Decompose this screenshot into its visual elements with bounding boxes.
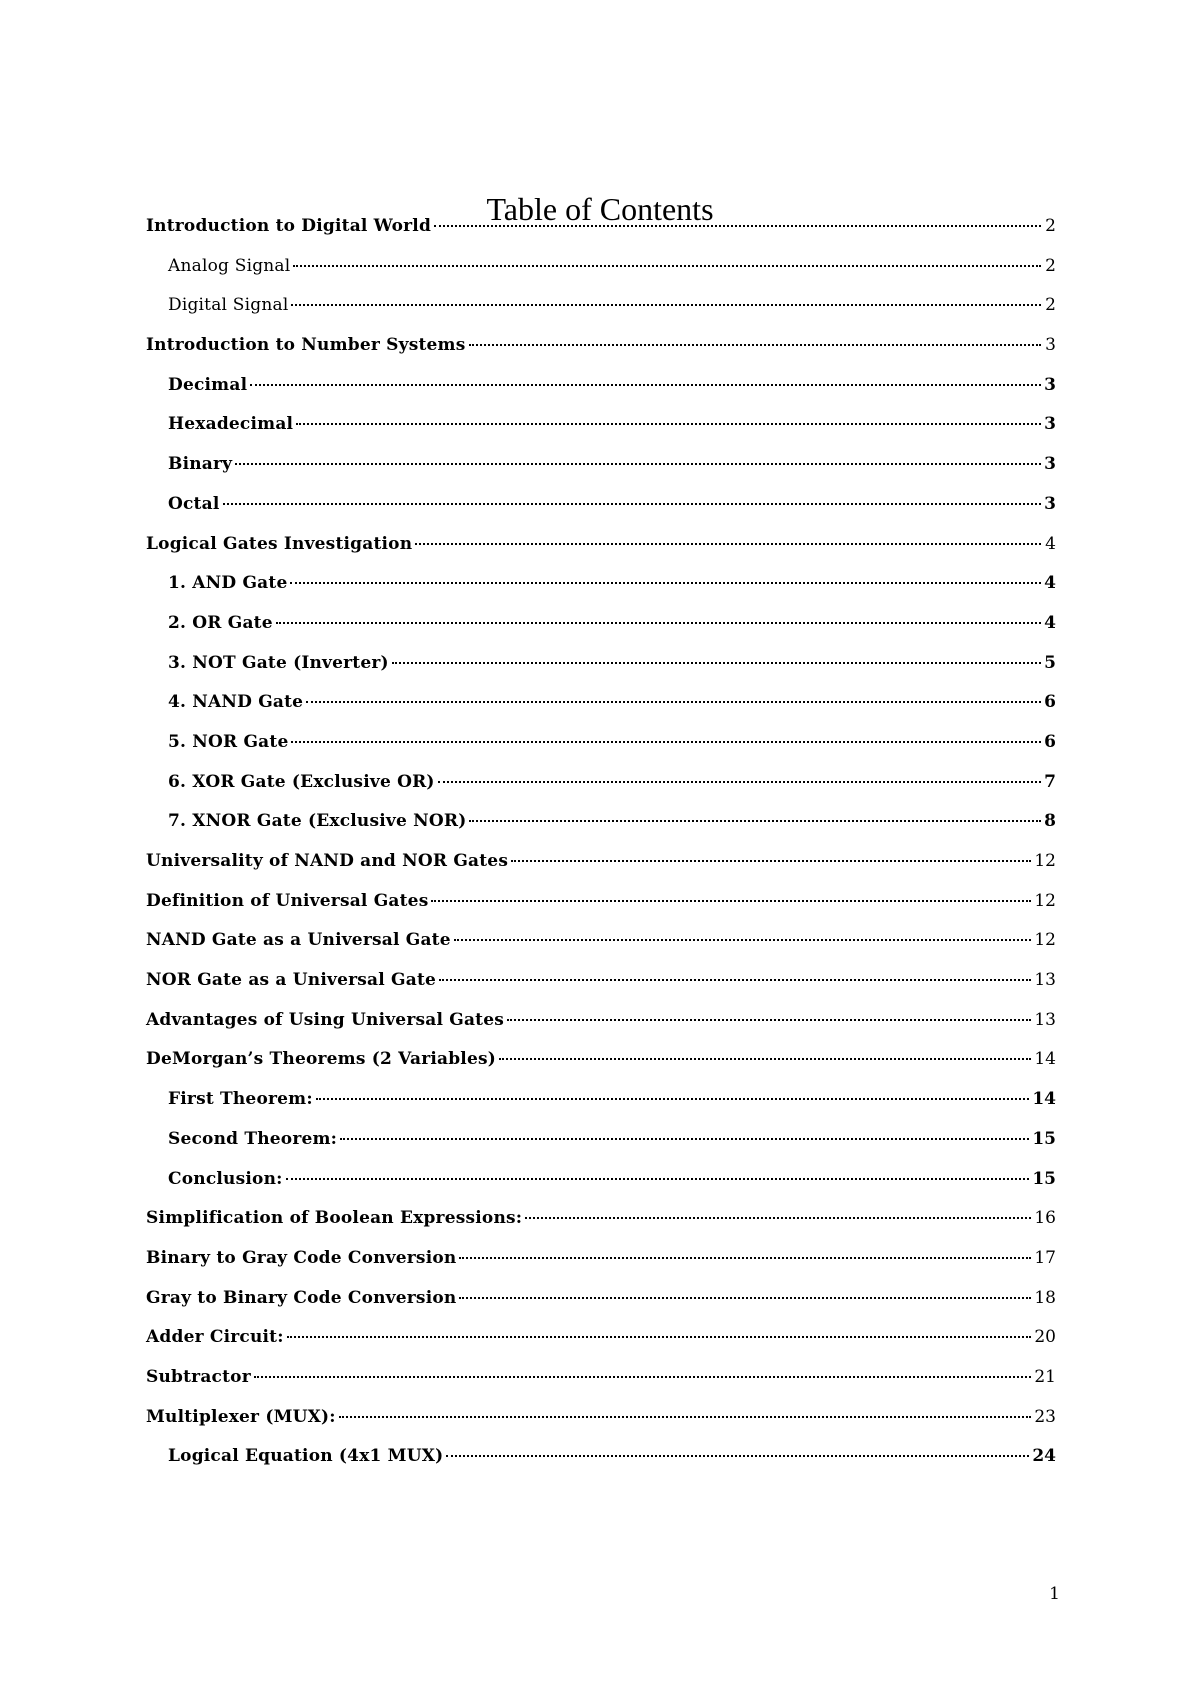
dot-leader bbox=[525, 1217, 1031, 1219]
toc-entry-page-number: 12 bbox=[1034, 890, 1056, 911]
toc-entry-subheading[interactable] bbox=[146, 448, 1056, 488]
table-of-contents bbox=[146, 210, 1056, 1480]
toc-entry-page-number: 17 bbox=[1034, 1247, 1056, 1268]
toc-entry-subheading[interactable] bbox=[146, 369, 1056, 409]
toc-entry-subheading[interactable] bbox=[146, 1440, 1056, 1480]
toc-entry-subheading[interactable] bbox=[146, 408, 1056, 448]
page-number: 1 bbox=[1049, 1584, 1060, 1604]
toc-entry-page-number: 5 bbox=[1044, 652, 1056, 673]
toc-entry-page-number: 3 bbox=[1044, 454, 1056, 475]
toc-entry-page-number: 3 bbox=[1044, 374, 1056, 395]
toc-entry-page-number: 2 bbox=[1045, 216, 1056, 236]
dot-leader bbox=[306, 701, 1041, 703]
toc-entry-heading[interactable] bbox=[146, 528, 1056, 568]
toc-entry-page-number: 15 bbox=[1032, 1128, 1056, 1149]
toc-entry-page-number: 6 bbox=[1044, 692, 1056, 713]
toc-entry-title: Hexadecimal bbox=[168, 414, 294, 435]
toc-entry-page-number: 20 bbox=[1034, 1327, 1056, 1348]
toc-entry-page-number: 6 bbox=[1044, 731, 1056, 752]
toc-entry-title: Advantages of Using Universal Gates bbox=[146, 1009, 505, 1030]
dot-leader bbox=[340, 1138, 1029, 1140]
toc-entry-page-number: 21 bbox=[1034, 1366, 1056, 1387]
toc-entry-title: Digital Signal bbox=[168, 295, 289, 316]
dot-leader bbox=[276, 622, 1041, 624]
toc-entry-heading[interactable] bbox=[146, 1282, 1056, 1322]
toc-entry-title: Binary to Gray Code Conversion bbox=[146, 1247, 457, 1268]
dot-leader bbox=[254, 1376, 1032, 1378]
dot-leader bbox=[507, 1019, 1031, 1021]
dot-leader bbox=[446, 1455, 1029, 1457]
toc-entry-heading[interactable] bbox=[146, 1004, 1056, 1044]
dot-leader bbox=[339, 1416, 1032, 1418]
toc-entry-page-number: 18 bbox=[1034, 1287, 1056, 1308]
toc-entry-subheading[interactable] bbox=[146, 567, 1056, 607]
toc-entry-heading[interactable] bbox=[146, 329, 1056, 369]
toc-entry-title: 5. NOR Gate bbox=[168, 731, 289, 752]
toc-entry-page-number: 7 bbox=[1044, 771, 1056, 792]
dot-leader bbox=[235, 463, 1041, 465]
toc-entry-page-number: 3 bbox=[1044, 414, 1056, 435]
dot-leader bbox=[250, 384, 1041, 386]
toc-entry-title: Definition of Universal Gates bbox=[146, 890, 429, 911]
toc-entry-title: 2. OR Gate bbox=[168, 612, 273, 633]
toc-entry-heading[interactable] bbox=[146, 1321, 1056, 1361]
dot-leader bbox=[511, 860, 1031, 862]
toc-entry-title: First Theorem: bbox=[168, 1089, 313, 1110]
toc-entry-subheading[interactable] bbox=[146, 726, 1056, 766]
dot-leader bbox=[438, 781, 1041, 783]
toc-entry-page-number: 8 bbox=[1044, 811, 1056, 832]
dot-leader bbox=[459, 1257, 1031, 1259]
toc-entry-title: Octal bbox=[168, 493, 220, 514]
toc-entry-page-number: 3 bbox=[1044, 493, 1056, 514]
toc-entry-page-number: 4 bbox=[1044, 612, 1056, 633]
toc-entry-title: Second Theorem: bbox=[168, 1128, 338, 1149]
dot-leader bbox=[392, 662, 1041, 664]
toc-entry-title: Introduction to Digital World bbox=[146, 216, 432, 236]
toc-entry-title: NAND Gate as a Universal Gate bbox=[146, 930, 451, 951]
toc-entry-page-number: 12 bbox=[1034, 851, 1056, 871]
dot-leader bbox=[434, 225, 1041, 227]
dot-leader bbox=[291, 304, 1041, 306]
toc-entry-title: Logical Equation (4x1 MUX) bbox=[168, 1446, 444, 1467]
dot-leader bbox=[290, 582, 1041, 584]
toc-entry-page-number: 13 bbox=[1034, 1009, 1056, 1030]
toc-entry-subheading[interactable] bbox=[146, 686, 1056, 726]
toc-entry-title: 4. NAND Gate bbox=[168, 692, 304, 713]
toc-entry-page-number: 23 bbox=[1034, 1406, 1056, 1427]
toc-entry-subheading[interactable] bbox=[146, 607, 1056, 647]
toc-entry-heading[interactable] bbox=[146, 1361, 1056, 1401]
dot-leader bbox=[415, 543, 1041, 545]
dot-leader bbox=[291, 741, 1041, 743]
toc-entry-page-number: 16 bbox=[1034, 1208, 1056, 1229]
toc-entry-title: Introduction to Number Systems bbox=[146, 335, 466, 356]
toc-entry-page-number: 24 bbox=[1032, 1446, 1056, 1467]
toc-entry-subheading[interactable] bbox=[146, 1083, 1056, 1123]
dot-leader bbox=[469, 344, 1041, 346]
dot-leader bbox=[286, 1178, 1030, 1180]
toc-entry-page-number: 14 bbox=[1032, 1089, 1056, 1110]
dot-leader bbox=[439, 979, 1031, 981]
toc-entry-title: Gray to Binary Code Conversion bbox=[146, 1287, 457, 1308]
toc-entry-title: Multiplexer (MUX): bbox=[146, 1406, 336, 1427]
toc-entry-heading[interactable] bbox=[146, 1043, 1056, 1083]
toc-entry-subheading[interactable] bbox=[146, 488, 1056, 528]
toc-entry-page-number: 4 bbox=[1045, 533, 1056, 554]
dot-leader bbox=[459, 1297, 1031, 1299]
toc-entry-page-number: 14 bbox=[1034, 1049, 1056, 1070]
toc-entry-title: Adder Circuit: bbox=[146, 1327, 284, 1348]
toc-entry-page-number: 2 bbox=[1045, 255, 1056, 276]
toc-entry-heading[interactable] bbox=[146, 1242, 1056, 1282]
dot-leader bbox=[223, 503, 1042, 505]
toc-entry-title: Decimal bbox=[168, 374, 248, 395]
toc-entry-page-number: 15 bbox=[1032, 1168, 1056, 1189]
dot-leader bbox=[454, 939, 1032, 941]
dot-leader bbox=[316, 1098, 1030, 1100]
toc-entry-heading[interactable] bbox=[146, 1401, 1056, 1441]
toc-entry-title: 1. AND Gate bbox=[168, 573, 288, 594]
toc-entry-page-number: 12 bbox=[1034, 930, 1056, 951]
toc-entry-subheading[interactable] bbox=[146, 766, 1056, 806]
dot-leader bbox=[499, 1058, 1031, 1060]
toc-entry-title: DeMorgan’s Theorems (2 Variables) bbox=[146, 1049, 496, 1070]
toc-entry-subheading[interactable] bbox=[146, 289, 1056, 329]
toc-entry-subheading[interactable] bbox=[146, 250, 1056, 290]
toc-entry-title: Binary bbox=[168, 454, 233, 475]
toc-entry-heading[interactable] bbox=[146, 210, 1056, 250]
page-title: Table of Contents bbox=[486, 191, 714, 228]
toc-entry-title: Universality of NAND and NOR Gates bbox=[146, 851, 509, 871]
toc-entry-heading[interactable] bbox=[146, 845, 1056, 885]
toc-entry-subheading[interactable] bbox=[146, 1123, 1056, 1163]
dot-leader bbox=[293, 265, 1041, 267]
dot-leader bbox=[431, 900, 1031, 902]
toc-entry-page-number: 3 bbox=[1045, 335, 1056, 356]
toc-entry-title: Analog Signal bbox=[168, 255, 291, 276]
dot-leader bbox=[296, 423, 1041, 425]
toc-entry-title: Logical Gates Investigation bbox=[146, 533, 413, 554]
toc-entry-heading[interactable] bbox=[146, 885, 1056, 925]
toc-entry-heading[interactable] bbox=[146, 964, 1056, 1004]
toc-entry-title: NOR Gate as a Universal Gate bbox=[146, 970, 437, 991]
toc-entry-title: Subtractor bbox=[146, 1366, 251, 1387]
toc-entry-title: 3. NOT Gate (Inverter) bbox=[168, 652, 389, 673]
toc-entry-subheading[interactable] bbox=[146, 1163, 1056, 1203]
toc-entry-title: 6. XOR Gate (Exclusive OR) bbox=[168, 771, 435, 792]
toc-entry-heading[interactable] bbox=[146, 1202, 1056, 1242]
toc-entry-title: Conclusion: bbox=[168, 1168, 283, 1189]
toc-entry-title: Simplification of Boolean Expressions: bbox=[146, 1208, 523, 1229]
dot-leader bbox=[287, 1336, 1032, 1338]
toc-entry-page-number: 2 bbox=[1045, 295, 1056, 316]
toc-entry-page-number: 13 bbox=[1034, 970, 1056, 991]
toc-entry-heading[interactable] bbox=[146, 924, 1056, 964]
toc-entry-subheading[interactable] bbox=[146, 805, 1056, 845]
dot-leader bbox=[469, 820, 1041, 822]
toc-entry-title: 7. XNOR Gate (Exclusive NOR) bbox=[168, 811, 467, 832]
toc-entry-subheading[interactable] bbox=[146, 647, 1056, 687]
toc-entry-page-number: 4 bbox=[1044, 573, 1056, 594]
